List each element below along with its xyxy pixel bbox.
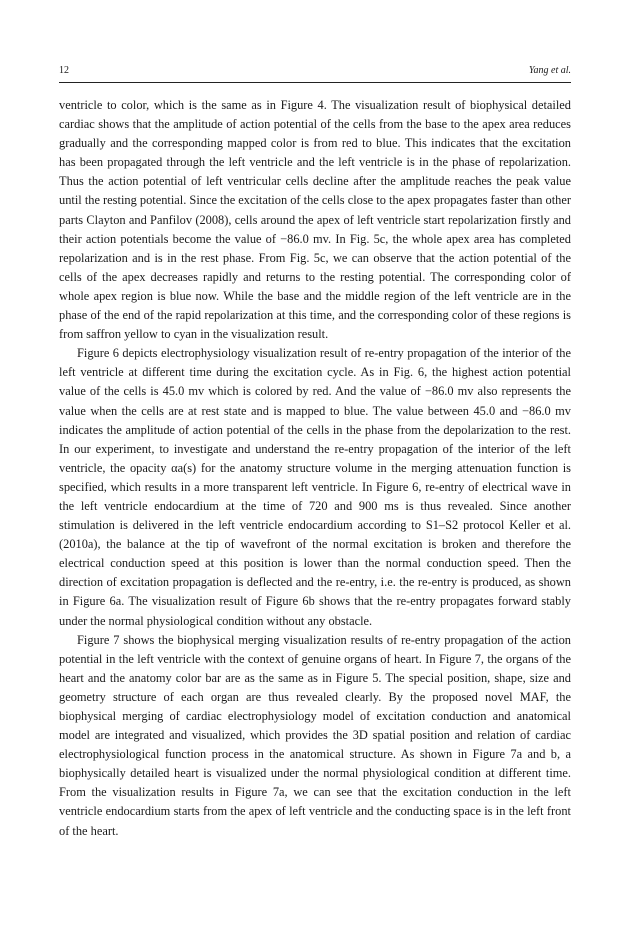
running-header [59, 64, 571, 80]
paragraph-figure-6: Figure 6 depicts electrophysiology visualization result of re-entry propagation of the interior of the left ventricle at different time during the excitation cycle. As in Fig. 6, the highest action potential value of the cells is 45.0 mv which is colored by red. And the value of −86.0 mv also represents the value when the cells are at rest state and is mapped to blue. The value between 45.0 and −86.0 mv indicates the amplitude of action potential of the cells in the phase from the depolarization to the rest. In our experiment, to investigate and understand the re-entry propagation of the interior of the left ventricle, the opacity αa(s) for the anatomy structure volume in the merging attenuation function is specified, which results in a more transparent left ventricle. In Figure 6, re-entry of electrical wave in the left ventricle endocardium at the time of 720 and 900 ms is thus revealed. Since another stimulation is delivered in the left ventricle endocardium according to S1–S2 protocol Keller et al. (2010a), the balance at the tip of wavefront of the normal excitation is broken and therefore the electrical conduction speed at this position is lower than the normal conduction speed. Then the direction of excitation propagation is deflected and the re-entry, i.e. the re-entry is produced, as shown in Figure 6a. The visualization result of Figure 6b shows that the re-entry propagates forward stably under the normal physiological condition without any obstacle. [59, 346, 571, 628]
running-author: Yang et al. [528, 65, 571, 76]
header-rule [59, 82, 571, 83]
paragraph-continued: ventricle to color, which is the same as in Figure 4. The visualization result of biophysical detailed cardiac shows that the amplitude of action potential of the cells from the base to the apex area reduces gradually and the corresponding mapped color is from red to blue. This indicates that the excitation has been propagated through the left ventricle and the left ventricle is in the phase of repolarization. Thus the action potential of left ventricular cells decline after the amplitude reaches the peak value until the resting potential. Since the excitation of the cells close to the apex propagates faster than other parts Clayton and Panfilov (2008), cells around the apex of left ventricle start repolarization firstly and their action potentials become the value of −86.0 mv. In Fig. 5c, the whole apex area has completed repolarization and is in the rest phase. From Fig. 5c, we can observe that the action potential of the cells of the apex decreases rapidly and returns to the resting potential. The corresponding color of whole apex region is blue now. While the base and the middle region of the left ventricle are in the phase of the end of the rapid repolarization at this time, and the corresponding color of these regions is from saffron yellow to cyan in the visualization result. [59, 98, 571, 342]
page-number: 12 [59, 65, 69, 76]
body-text [59, 96, 571, 841]
paragraph-figure-7: Figure 7 shows the biophysical merging visualization results of re-entry propagation of the action potential in the left ventricle with the context of genuine organs of heart. In Figure 7, the organs of the heart and the anatomy color bar are as the same as in Figure 5. The special position, shape, size and geometry structure of each organ are thus revealed clearly. By the proposed novel MAF, the biophysical merging of cardiac electrophysiology model of excitation conduction and anatomical model are integrated and visualized, which provides the 3D spatial position and relation of cardiac electrophysiological function process in the anatomical structure. As shown in Figure 7a and b, a biophysically detailed heart is visualized under the normal physiological condition at different time. From the visualization results in Figure 7a, we can see that the excitation conduction in the left ventricle endocardium starts from the apex of left ventricle and the conducting space is in the left front of the heart. [59, 632, 571, 838]
